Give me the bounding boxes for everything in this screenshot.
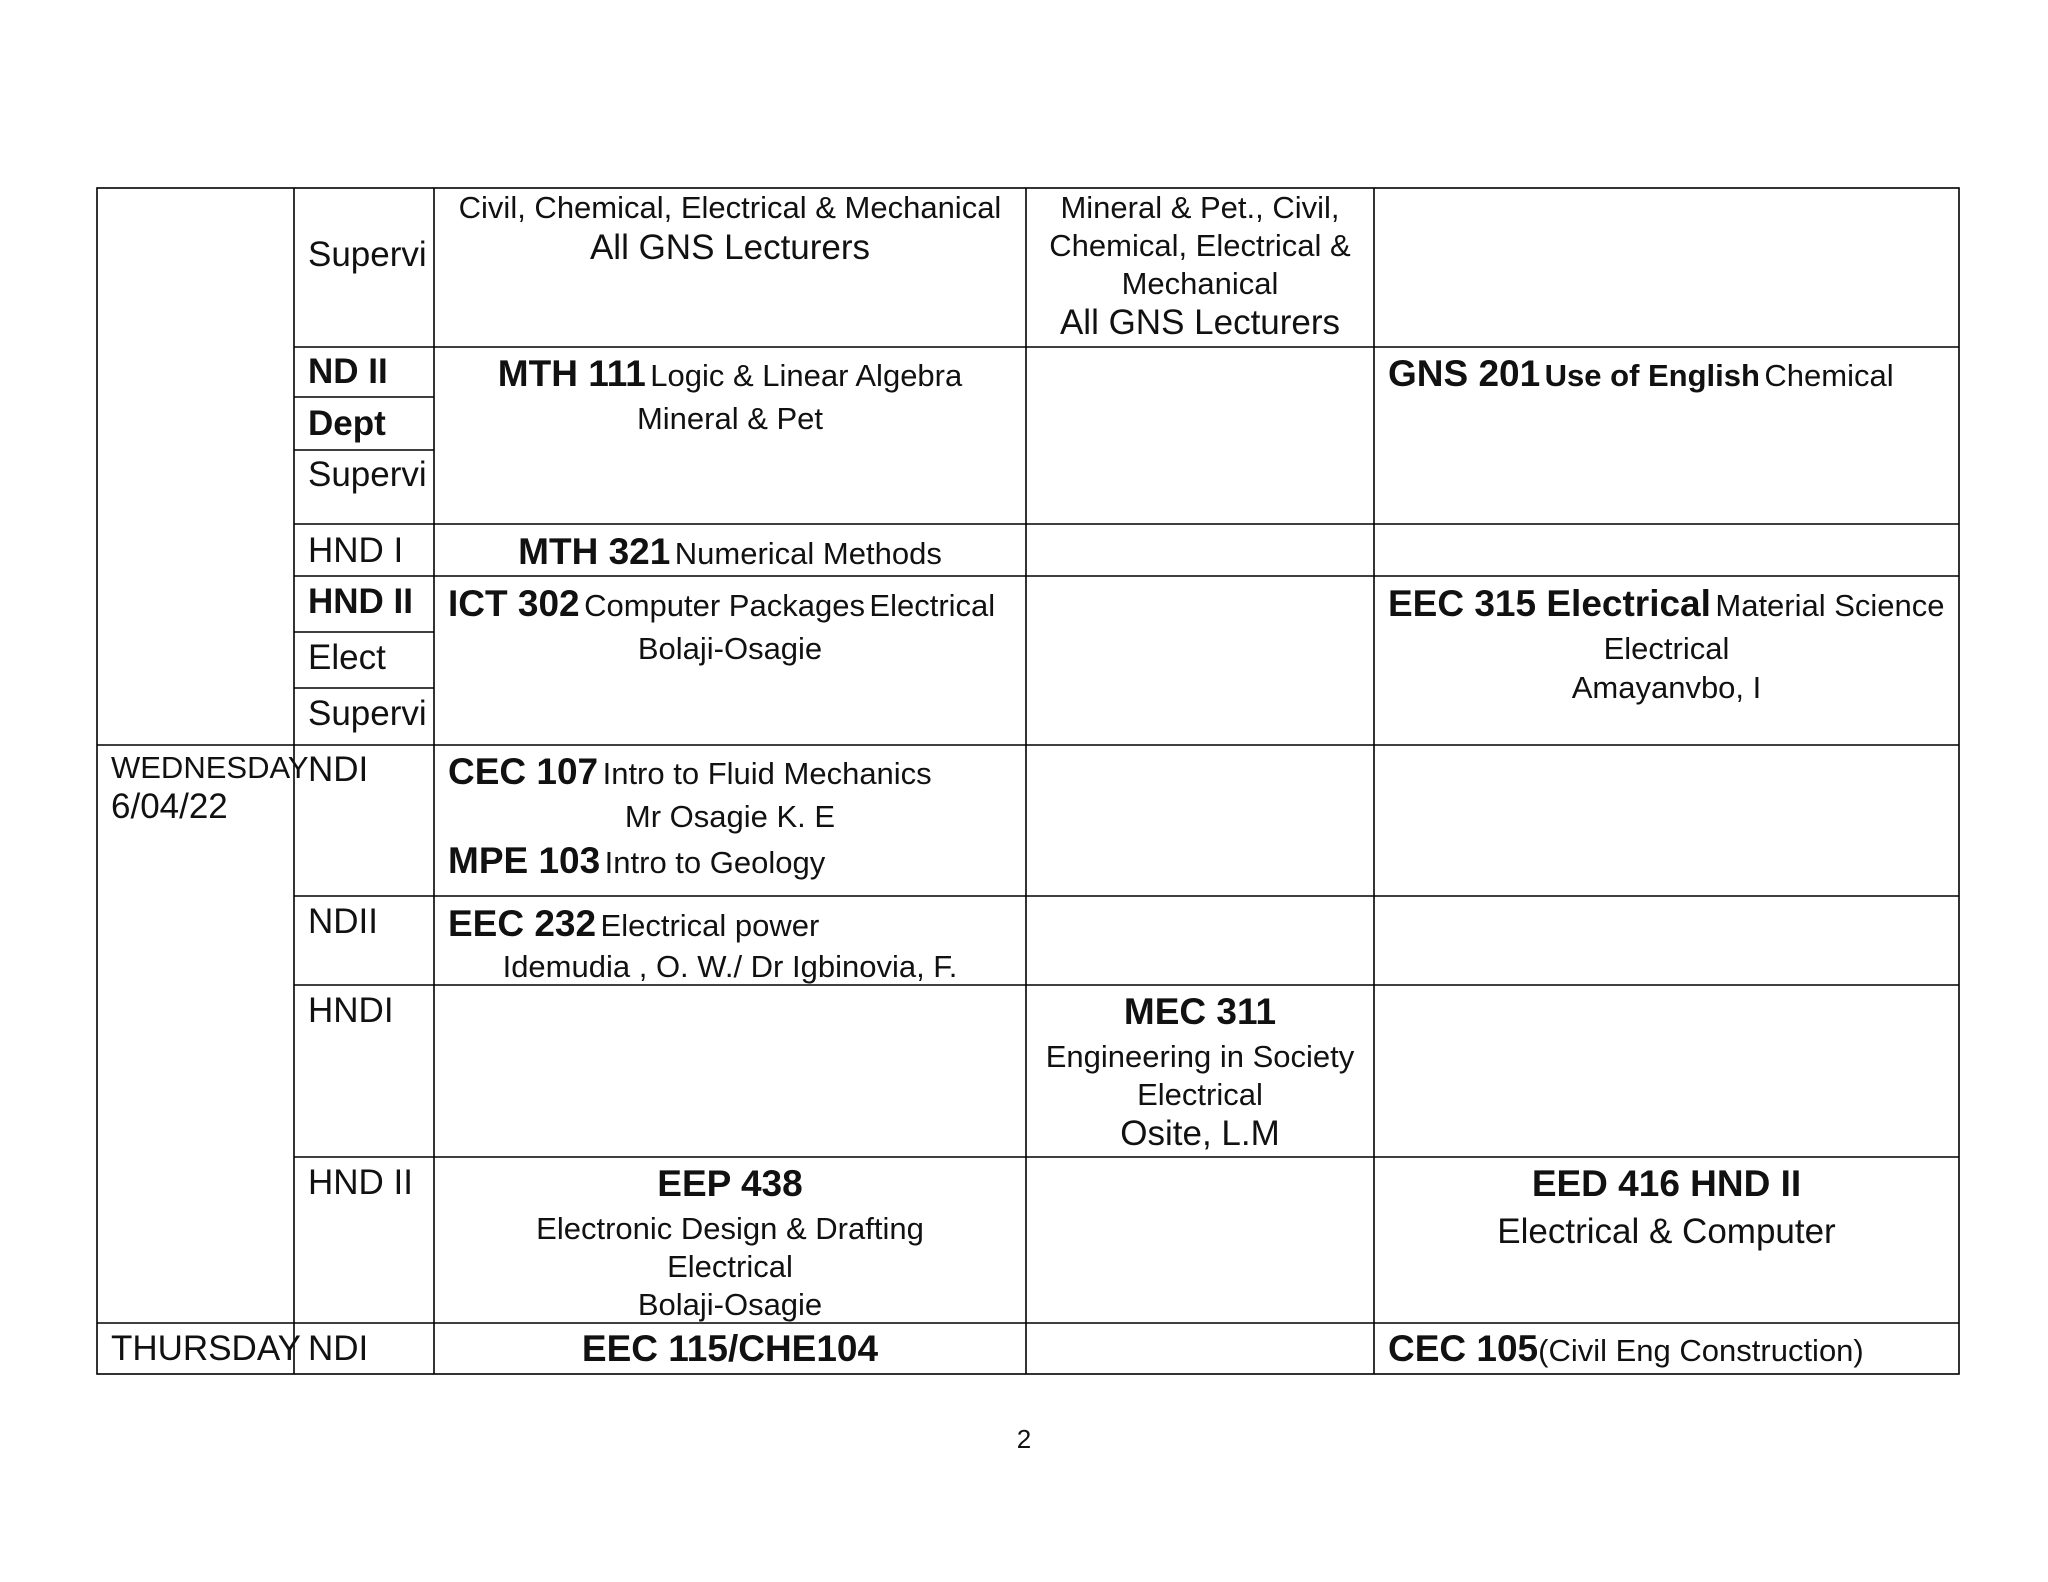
- course-code: GNS 201: [1388, 353, 1541, 394]
- course-supervisor: Bolaji-Osagie: [637, 631, 823, 666]
- course-title: Electronic Design & Drafting: [536, 1211, 924, 1246]
- day-thursday: THURSDAY: [111, 1329, 301, 1368]
- row-label-hnd-i: HND I: [308, 531, 404, 570]
- course-department: Electrical: [1137, 1077, 1263, 1112]
- gns-departments: Civil, Chemical, Electrical & Mechanical: [458, 190, 1002, 225]
- row-label-supervisors: Supervi: [308, 455, 427, 494]
- row-label-hnd-ii: HND II: [308, 1163, 413, 1202]
- course-title: Numerical Methods: [674, 536, 942, 571]
- gns-supervisors: All GNS Lecturers: [589, 228, 871, 267]
- row-label-hnd-ii: HND II: [308, 582, 413, 621]
- course-code: MEC 311: [1123, 991, 1277, 1032]
- course-ict302: [448, 583, 995, 626]
- course-code: EEC 115/CHE104: [581, 1328, 879, 1369]
- course-title: Intro to Fluid Mechanics: [602, 756, 932, 791]
- course-code: EEC 315 Electrical: [1388, 583, 1711, 624]
- course-code: MTH 321: [518, 531, 671, 572]
- gns-departments-2-line3: Mechanical: [1121, 266, 1279, 301]
- course-title: Electrical power: [600, 908, 820, 943]
- course-code: CEC 105: [1388, 1328, 1539, 1369]
- course-code: MTH 111: [497, 353, 646, 394]
- course-supervisor: Osite, L.M: [1120, 1114, 1280, 1153]
- course-title: Computer Packages: [584, 588, 865, 623]
- course-title: (Civil Eng Construction): [1538, 1333, 1864, 1368]
- course-eec232: [448, 903, 819, 946]
- course-title: Logic & Linear Algebra: [650, 358, 963, 393]
- row-label-hndi: HNDI: [308, 991, 394, 1030]
- row-label-ndii: NDII: [308, 902, 378, 941]
- course-supervisor: Idemudia , O. W./ Dr Igbinovia, F.: [502, 949, 958, 984]
- course-department: Electrical: [869, 588, 996, 623]
- course-cec105: [1388, 1328, 1864, 1371]
- course-title: Use of English: [1544, 358, 1760, 393]
- row-label-dept: Dept: [308, 404, 386, 443]
- course-title: Material Science: [1715, 588, 1945, 623]
- course-code: EEP 438: [657, 1163, 803, 1204]
- course-code: ICT 302: [448, 583, 580, 624]
- course-department: Electrical & Computer: [1497, 1212, 1836, 1251]
- course-department: Mineral & Pet: [636, 401, 824, 436]
- course-supervisor: Amayanvbo, I: [1571, 670, 1762, 705]
- course-department: Electrical: [667, 1249, 793, 1284]
- gns-departments-2-line1: Mineral & Pet., Civil,: [1060, 190, 1340, 225]
- course-eec315: [1388, 583, 1945, 626]
- course-supervisor: Bolaji-Osagie: [637, 1287, 823, 1322]
- day-wednesday: WEDNESDAY: [111, 750, 309, 785]
- course-title: Engineering in Society: [1045, 1039, 1355, 1074]
- row-label-ndi: NDI: [308, 750, 369, 789]
- date-wednesday: 6/04/22: [111, 787, 228, 826]
- course-code: CEC 107: [448, 751, 599, 792]
- course-mth111: [434, 353, 1026, 396]
- page-number: 2: [1016, 1424, 1032, 1454]
- course-code: MPE 103: [448, 840, 601, 881]
- course-code: EEC 232: [448, 903, 597, 944]
- course-code: EED 416 HND II: [1531, 1163, 1802, 1204]
- course-mpe103: [448, 840, 825, 883]
- course-department: Electrical: [1603, 631, 1730, 666]
- row-label-supervisors: Supervi: [308, 694, 427, 733]
- course-title: Intro to Geology: [604, 845, 826, 880]
- row-label-dept: Elect: [308, 638, 386, 677]
- course-supervisor: Mr Osagie K. E: [624, 799, 836, 834]
- course-mth321: [434, 531, 1026, 574]
- gns-departments-2-line2: Chemical, Electrical &: [1049, 228, 1351, 263]
- gns-supervisors-2: All GNS Lecturers: [1059, 303, 1341, 342]
- course-gns201: [1388, 353, 1894, 396]
- row-label-ndi: NDI: [308, 1329, 369, 1368]
- course-department: Chemical: [1764, 358, 1894, 393]
- row-label-nd-ii: ND II: [308, 352, 388, 391]
- row-label-supervisors: Supervi: [308, 235, 427, 274]
- course-cec107: [448, 751, 932, 794]
